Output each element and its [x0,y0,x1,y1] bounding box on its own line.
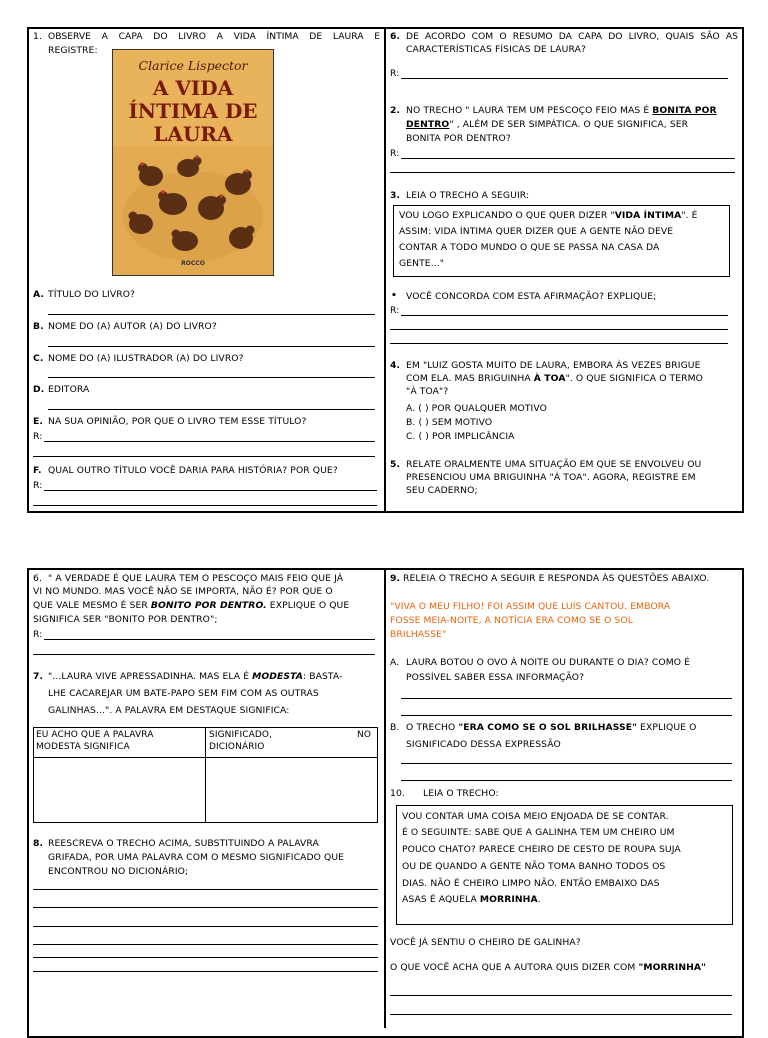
q5-text-line2: PRESENCIOU UMA BRIGUINHA "À TOA". AGORA, REGISTRE EM [406,472,696,483]
qa-letter: A. [33,289,44,300]
q3-quote-line1: VOU LOGO EXPLICANDO O QUE QUER DIZER "VIDA ÍNTIMA". É [399,210,698,221]
s2-q10-ask2: O QUE VOCÊ ACHA QUE A AUTORA QUIS DIZER COM "MORRINHA" [390,962,707,973]
answer-line [401,315,728,316]
q5-text-line3: SEU CADERNO; [406,485,478,496]
answer-line [33,971,378,972]
table-header-col1-line2: MODESTA SIGNIFICA [36,742,130,752]
qd-text: EDITORA [48,384,90,395]
answer-line [401,763,732,764]
cover-title-2: ÍNTIMA DE [128,99,258,123]
q6-text-line2: CARACTERÍSTICAS FÍSICAS DE LAURA? [406,44,586,55]
answer-line [401,158,735,159]
q5-text-line1: RELATE ORALMENTE UMA SITUAÇÃO EM QUE SE ENVOLVEU OU [406,459,702,470]
cover-title-1: A VIDA [152,76,234,100]
s2-q9b-line2: SIGNIFICADO DESSA EXPRESSÃO [406,739,561,750]
answer-line [401,78,728,79]
s2-q9a-letter: A. [390,657,400,668]
answer-line [401,698,732,699]
qe-text: NA SUA OPINIÃO, POR QUE O LIVRO TEM ESSE TÍTULO? [48,416,307,427]
table-header-col2-line2: DICIONÁRIO [209,742,265,752]
answer-line [33,654,375,655]
s2-q10-text: LEIA O TRECHO: [423,788,499,799]
s2-q7-line3: GALINHAS...". A PALAVRA EM DESTAQUE SIGNIFICA: [48,705,290,716]
q1-text-line2: REGISTRE: [48,45,98,56]
qd-letter: D. [33,384,45,395]
table-cell-answer-1[interactable] [34,758,204,822]
q3-r-label: R: [390,305,400,316]
column-divider-1 [384,27,386,513]
q4-option-b[interactable]: B. ( ) SEM MOTIVO [406,417,493,428]
s2-q9b-letter: B. [390,722,400,733]
column-divider-2 [384,568,386,1028]
s2-q9b-line1: O TRECHO "ERA COMO SE O SOL BRILHASSE" EXPLIQUE O [406,722,697,733]
s2-q6-number: 6. [33,573,42,584]
q4-number: 4. [390,360,401,371]
table-header-col2-line1: SIGNIFICADO, [209,730,273,740]
hens-illustration [113,146,273,276]
qf-text: QUAL OUTRO TÍTULO VOCÊ DARIA PARA HISTÓRIA? POR QUE? [48,465,338,476]
answer-line [44,490,377,491]
qb-text: NOME DO (A) AUTOR (A) DO LIVRO? [48,321,217,332]
cover-author: Clarice Lispector [138,58,248,73]
s2-q6-line3: QUE VALE MESMO É SER BONITO POR DENTRO. EXPLIQUE O QUE [33,600,350,611]
s2-q9-number: 9. [390,573,401,584]
answer-line [48,377,375,378]
q3-bullet-text: VOCÊ CONCORDA COM ESTA AFIRMAÇÃO? EXPLIQUE; [406,291,657,302]
qe-letter: E. [33,416,43,427]
s2-q8-line3: ENCONTROU NO DICIONÁRIO; [48,866,189,877]
q3-number: 3. [390,190,401,201]
q3-bullet-icon: • [391,290,397,301]
s2-q6-line4: SIGNIFICA SER "BONITO POR DENTRO"; [33,614,218,625]
q10-quote-line5: DIAS. NÃO É CHEIRO LIMPO NÃO. ENTÃO EMBAIXO DAS [402,878,660,889]
answer-line [33,505,377,506]
q1-number: 1. [33,31,42,42]
answer-line [48,314,375,315]
table-cell-answer-2[interactable] [206,758,377,822]
cover-publisher: ROCCO [181,260,205,267]
cover-title-3: LAURA [153,122,233,146]
qb-letter: B. [33,321,44,332]
s2-q7-line1: "...LAURA VIVE APRESSADINHA. MAS ELA É MODESTA: BASTA- [48,671,343,682]
answer-line [401,780,732,781]
qe-r-label: R: [33,431,43,442]
answer-line [390,329,728,330]
s2-q8-number: 8. [33,838,44,849]
s2-q9-quote-line3: BRILHASSE" [390,629,447,640]
q10-quote-line3: POUCO CHATO? PARECE CHEIRO DE CESTO DE ROUPA SUJA [402,844,681,855]
book-cover-image [112,49,274,276]
s2-q9-text: RELEIA O TRECHO A SEGUIR E RESPONDA ÀS QUESTÕES ABAIXO. [403,573,710,584]
answer-line [390,172,735,173]
s2-q9a-line1: LAURA BOTOU O OVO À NOITE OU DURANTE O DIA? COMO É [406,657,691,668]
q4-text-line1: EM "LUIZ GOSTA MUITO DE LAURA, EMBORA ÀS VEZES BRIGUE [406,360,701,371]
q10-quote-line6: ASAS É AQUELA MORRINHA. [402,894,541,905]
answer-line [33,944,378,945]
qa-text: TÍTULO DO LIVRO? [48,289,136,300]
s2-q6-line2: VI NO MUNDO. MAS VOCÊ NÃO SE IMPORTA, NÃO É? POR QUE O [33,586,333,597]
q6-number: 6. [390,31,401,42]
answer-line [44,441,375,442]
table-header-col2-no: NO [357,730,372,740]
answer-line [390,995,732,996]
q4-option-a[interactable]: A. ( ) POR QUALQUER MOTIVO [406,403,547,414]
q2-text-line3: BONITA POR DENTRO? [406,133,511,144]
s2-q6-line1: " A VERDADE É QUE LAURA TEM O PESCOÇO MAIS FEIO QUE JÁ [48,573,344,584]
q4-text-line3: "À TOA"? [406,386,449,397]
answer-line [33,926,378,927]
answer-line [401,715,732,716]
answer-line [390,343,728,344]
s2-q7-number: 7. [33,671,44,682]
s2-q7-line2: LHE CACAREJAR UM BATE-PAPO SEM FIM COM AS OUTRAS [48,688,319,699]
qf-letter: F. [33,465,42,476]
s2-q10-ask1: VOCÊ JÁ SENTIU O CHEIRO DE GALINHA? [390,937,581,948]
qc-letter: C. [33,353,44,364]
q2-r-label: R: [390,148,400,159]
answer-line [33,456,375,457]
s2-q8-line2: GRIFADA, POR UMA PALAVRA COM O MESMO SIGNIFICADO QUE [48,852,345,863]
s2-q9-quote-line2: FOSSE MEIA-NOITE, A NOTÍCIA ERA COMO SE O SOL [390,615,633,626]
q6-text: DE ACORDO COM O RESUMO DA CAPA DO LIVRO, QUAIS SÃO AS [406,31,738,42]
q3-text: LEIA O TRECHO A SEGUIR: [406,190,530,201]
answer-line [33,907,378,908]
s2-q8-line1: REESCREVA O TRECHO ACIMA, SUBSTITUINDO A PALAVRA [48,838,319,849]
q3-quote-line2: ASSIM: VIDA ÍNTIMA QUER DIZER QUE A GENTE NÃO DEVE [399,226,674,237]
q2-number: 2. [390,105,401,116]
q10-quote-line1: VOU CONTAR UMA COISA MEIO ENJOADA DE SE CONTAR. [402,811,669,822]
q3-quote-line4: GENTE..." [399,258,445,269]
q3-quote-box [393,205,730,277]
answer-line [33,957,378,958]
s2-q9a-line2: POSSÍVEL SABER ESSA INFORMAÇÃO? [406,672,585,683]
qc-text: NOME DO (A) ILUSTRADOR (A) DO LIVRO? [48,353,244,364]
q4-text-line2: COM ELA. MAS BRIGUINHA À TOA". O QUE SIGNIFICA O TERMO [406,373,704,384]
q2-text-line2: DENTRO" , ALÉM DE SER SIMPÁTICA. O QUE SIGNIFICA, SER [406,119,689,130]
q10-quote-line2: É O SEGUINTE: SABE QUE A GALINHA TEM UM CHEIRO UM [402,827,675,838]
s2-q6-r-label: R: [33,629,43,640]
s2-q10-quote-box [396,805,733,925]
answer-line [33,889,378,890]
q1-text: OBSERVE A CAPA DO LIVRO A VIDA ÍNTIMA DE LAURA E [48,31,380,42]
answer-line [48,346,375,347]
q4-option-c[interactable]: C. ( ) POR IMPLICÂNCIA [406,431,515,442]
s2-q9-quote-line1: "VIVA O MEU FILHO! FOI ASSIM QUE LUÍS CANTOU. EMBORA [390,601,671,612]
q6-r-label: R: [390,68,400,79]
qf-r-label: R: [33,480,43,491]
q10-quote-line4: OU DE QUANDO A GENTE NÃO TOMA BANHO TODOS OS [402,861,666,872]
table-header-col1-line1: EU ACHO QUE A PALAVRA [36,730,154,740]
answer-line [44,639,375,640]
q5-number: 5. [390,459,401,470]
s2-q10-number: 10. [390,788,405,799]
q2-text-line1: NO TRECHO " LAURA TEM UM PESCOÇO FEIO MAS É BONITA POR [406,105,717,116]
q3-quote-line3: CONTAR A TODO MUNDO O QUE SE PASSA NA CASA DA [399,242,660,253]
answer-line [390,1014,732,1015]
answer-line [48,409,375,410]
